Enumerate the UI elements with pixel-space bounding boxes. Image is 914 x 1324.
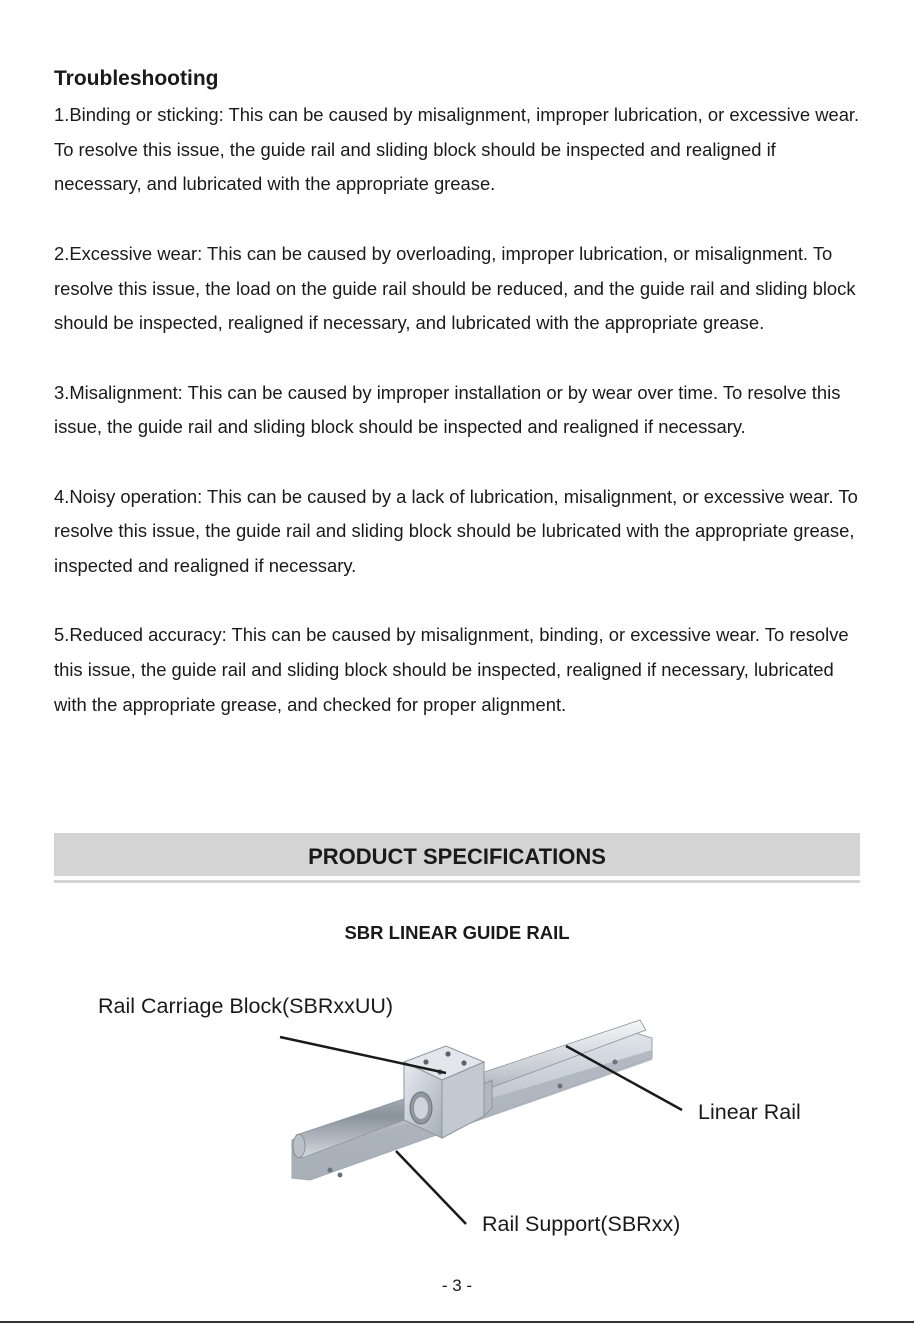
troubleshooting-item-1: 1.Binding or sticking: This can be caused by misalignment, improper lubrication, or excessive wear. To resolve this issue, the guide rail and sliding block should be inspected and realigned if necessary, and lubricated with the appropriate grease. <box>54 104 860 195</box>
product-specifications-title: PRODUCT SPECIFICATIONS <box>308 844 606 869</box>
linear-rail-label: Linear Rail <box>698 1100 801 1124</box>
troubleshooting-item-2: 2.Excessive wear: This can be caused by overloading, improper lubrication, or misalignment. To resolve this issue, the load on the guide rail should be reduced, and the guide rail and sliding block should be inspected, realigned if necessary, and lubricated with the appropriate grease. <box>54 242 856 334</box>
troubleshooting-item-3: 3.Misalignment: This can be caused by improper installation or by wear over time. To resolve this issue, the guide rail and sliding block should be inspected and realigned if necessary. <box>54 381 841 438</box>
support-leader-line <box>396 1151 466 1224</box>
product-specifications-banner <box>54 833 860 876</box>
linear-guide-rail-figure <box>0 980 914 1250</box>
carriage-block-label: Rail Carriage Block(SBRxxUU) <box>98 994 394 1018</box>
troubleshooting-heading: Troubleshooting <box>54 67 219 90</box>
troubleshooting-section <box>54 62 864 723</box>
page-number: - 3 - <box>441 1276 473 1295</box>
product-subtitle: SBR LINEAR GUIDE RAIL <box>344 922 570 943</box>
troubleshooting-item-4: 4.Noisy operation: This can be caused by a lack of lubrication, misalignment, or excessive wear. To resolve this issue, the guide rail and sliding block should be lubricated with the appropriate grease, inspected and realigned if necessary. <box>54 485 858 577</box>
rail-support-label: Rail Support(SBRxx) <box>482 1212 681 1236</box>
bottom-edge-line <box>0 1321 914 1323</box>
troubleshooting-item-5: 5.Reduced accuracy: This can be caused by misalignment, binding, or excessive wear. To resolve this issue, the guide rail and sliding block should be inspected, realigned if necessary, lubricated with the appropriate grease, and checked for proper alignment. <box>54 624 849 715</box>
banner-divider <box>54 880 860 883</box>
